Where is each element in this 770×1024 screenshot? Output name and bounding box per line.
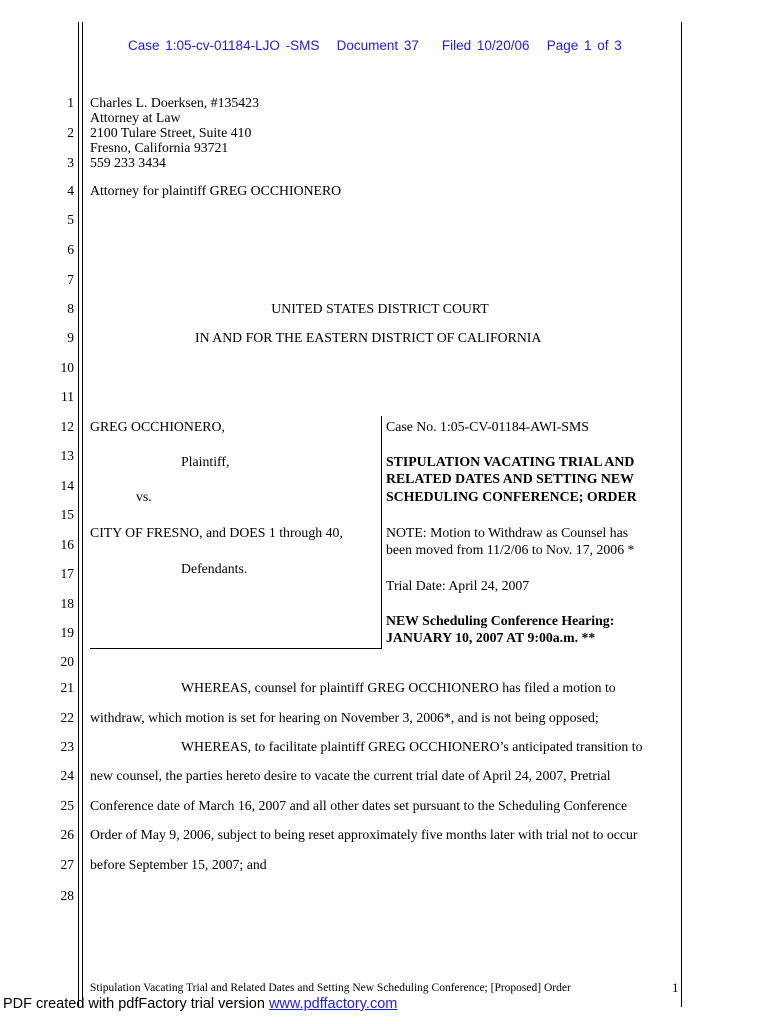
- caption-plaintiff: GREG OCCHIONERO,: [90, 419, 225, 434]
- line-number: 6: [67, 242, 74, 257]
- caption-plaintiff-role: Plaintiff,: [181, 454, 230, 469]
- line-number: 18: [60, 596, 74, 611]
- note-line-1: NOTE: Motion to Withdraw as Counsel has: [386, 525, 629, 540]
- footer-title: Stipulation Vacating Trial and Related Dates and Setting New Scheduling Conference; [Proposed] Order: [90, 982, 571, 994]
- left-margin-line-1: [78, 22, 79, 1007]
- line-number: 21: [60, 680, 74, 695]
- attorney-for: Attorney for plaintiff GREG OCCHIONERO: [90, 183, 342, 198]
- line-number: 24: [60, 768, 74, 783]
- line-number: 2: [67, 125, 74, 140]
- line-number: 14: [60, 478, 74, 493]
- right-margin-line: [681, 22, 682, 1007]
- line-number: 3: [67, 155, 74, 170]
- court-district: IN AND FOR THE EASTERN DISTRICT OF CALIFORNIA: [195, 330, 542, 345]
- header-document-number: Document 37: [336, 38, 419, 53]
- line-number: 10: [60, 360, 74, 375]
- body-line-22: withdraw, which motion is set for hearing on November 3, 2006*, and is not being opposed;: [90, 710, 599, 725]
- header-case-number: Case 1:05-cv-01184-LJO -SMS: [128, 38, 320, 53]
- watermark-text: PDF created with pdfFactory trial version: [3, 996, 269, 1012]
- body-line-21: WHEREAS, counsel for plaintiff GREG OCCHIONERO has filed a motion to: [181, 680, 616, 695]
- note-line-2: been moved from 11/2/06 to Nov. 17, 2006 *: [386, 542, 635, 557]
- caption-defendant: CITY OF FRESNO, and DOES 1 through 40,: [90, 525, 343, 540]
- header-filed-date: Filed 10/20/06: [441, 38, 530, 53]
- line-number: 9: [67, 330, 74, 345]
- document-title-line-2: RELATED DATES AND SETTING NEW: [386, 471, 634, 486]
- line-number: 23: [60, 739, 74, 754]
- line-number: 12: [60, 419, 74, 434]
- court-name-text: UNITED STATES DISTRICT COURT: [271, 301, 489, 316]
- body-line-25: Conference date of March 16, 2007 and all other dates set pursuant to the Scheduling Conference: [90, 798, 628, 813]
- footer-page-number: 1: [672, 980, 679, 995]
- court-name: [0, 301, 770, 317]
- pdffactory-watermark: [3, 996, 397, 1012]
- line-number: 4: [67, 183, 74, 198]
- line-number: 7: [67, 272, 74, 287]
- left-margin-line-2: [82, 22, 83, 1007]
- attorney-city: Fresno, California 93721: [90, 140, 229, 155]
- caption-bottom-rule: [90, 648, 382, 649]
- line-number: 11: [61, 389, 74, 404]
- trial-date: Trial Date: April 24, 2007: [386, 578, 530, 593]
- line-number: 1: [67, 95, 74, 110]
- attorney-phone: 559 233 3434: [90, 155, 166, 170]
- document-title-line-1: STIPULATION VACATING TRIAL AND: [386, 454, 635, 469]
- header-page-count: Page 1 of 3: [546, 38, 622, 53]
- line-number: 25: [60, 798, 74, 813]
- attorney-title: Attorney at Law: [90, 110, 181, 125]
- line-number: 16: [60, 537, 74, 552]
- case-number: Case No. 1:05-CV-01184-AWI-SMS: [386, 419, 589, 434]
- line-number: 8: [67, 301, 74, 316]
- line-number: 20: [60, 654, 74, 669]
- new-conference-line-1: NEW Scheduling Conference Hearing:: [386, 613, 615, 628]
- caption-vertical-divider: [381, 416, 382, 649]
- line-number: 13: [60, 448, 74, 463]
- document-header: [128, 38, 622, 53]
- document-title-line-3: SCHEDULING CONFERENCE; ORDER: [386, 489, 637, 504]
- watermark-link[interactable]: www.pdffactory.com: [268, 996, 398, 1012]
- line-number: 26: [60, 827, 74, 842]
- new-conference-line-2: JANUARY 10, 2007 AT 9:00a.m. **: [386, 630, 596, 645]
- body-line-24: new counsel, the parties hereto desire to vacate the current trial date of April 24, 2007, Pretrial: [90, 768, 611, 783]
- attorney-street: 2100 Tulare Street, Suite 410: [90, 125, 252, 140]
- caption-defendant-role: Defendants.: [181, 561, 248, 576]
- line-number: 22: [60, 710, 74, 725]
- body-line-27: before September 15, 2007; and: [90, 857, 267, 872]
- line-number: 27: [60, 857, 74, 872]
- caption-vs: vs.: [136, 489, 152, 504]
- body-line-26: Order of May 9, 2006, subject to being reset approximately five months later with trial not to occur: [90, 827, 638, 842]
- line-number: 17: [60, 566, 74, 581]
- body-line-23: WHEREAS, to facilitate plaintiff GREG OCCHIONERO’s anticipated transition to: [181, 739, 643, 754]
- line-number: 5: [67, 212, 74, 227]
- attorney-name: Charles L. Doerksen, #135423: [90, 95, 259, 110]
- line-number: 15: [60, 507, 74, 522]
- line-number: 28: [60, 888, 74, 903]
- line-number: 19: [60, 625, 74, 640]
